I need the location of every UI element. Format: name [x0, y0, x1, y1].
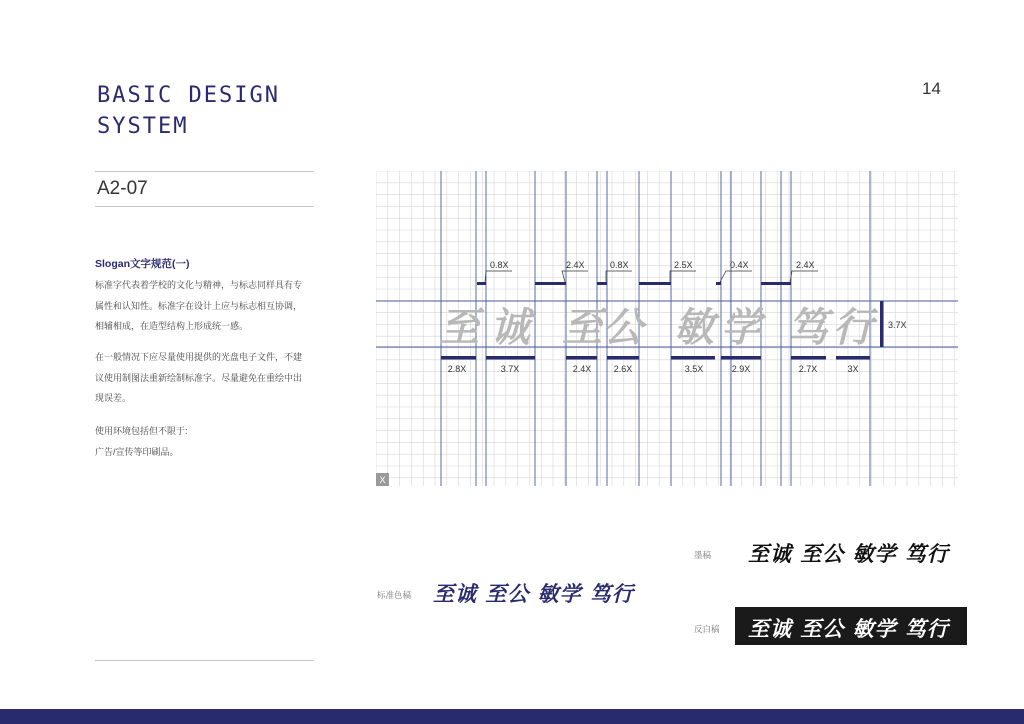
text-line: 在一般情况下应尽量使用提供的光盘电子文件，不建 [95, 352, 303, 362]
slogan-reverse: 至诚 至公 敏学 笃行 [748, 616, 949, 641]
slogan-ink: 至诚 至公 敏学 笃行 [748, 541, 949, 566]
bottom-measure-bar [607, 356, 639, 360]
top-measure-label: 2.4X [566, 260, 585, 270]
slogan-standard-color: 至诚 至公 敏学 笃行 [433, 581, 634, 606]
bottom-measure-label: 3.5X [684, 364, 704, 374]
leader-line [720, 271, 752, 282]
bottom-measure-bar [486, 356, 535, 360]
leader-line [485, 271, 512, 282]
slogan-char: 公 [603, 304, 643, 351]
construction-grid [376, 171, 958, 486]
text-line: 相辅相成，在造型结构上形成统一感。 [95, 321, 249, 331]
description-paragraph-2 [95, 347, 330, 409]
top-measure-bar [597, 282, 607, 285]
text-line: 现误差。 [95, 393, 132, 403]
bottom-measure-label: 2.6X [613, 364, 633, 374]
slogan-char: 诚 [490, 304, 530, 351]
bottom-measure-bar [791, 356, 826, 360]
bottom-measure-label: 2.4X [572, 364, 592, 374]
section-title: Slogan文字规范(一) [95, 258, 190, 270]
bottom-measure-label: 2.8X [447, 364, 467, 374]
reverse-version-label: 反白稿 [694, 624, 720, 634]
unit-label: X [379, 475, 386, 485]
standard-color-label: 标准色稿 [377, 590, 412, 600]
ink-version-label: 墨稿 [694, 550, 712, 560]
divider-top [95, 171, 314, 172]
bottom-measure-label: 2.9X [731, 364, 751, 374]
slogan-char: 敏 [674, 304, 714, 351]
section-code: A2-07 [97, 178, 148, 199]
top-measure-bar [639, 282, 671, 285]
bottom-measure-bar [671, 356, 715, 360]
top-measure-label: 2.4X [796, 260, 815, 270]
top-measure-bar [716, 282, 721, 285]
text-line: 议使用制图法重新绘制标准字。尽量避免在重绘中出 [95, 372, 303, 383]
footer-bar [0, 709, 1024, 724]
height-measure-bar [880, 301, 884, 347]
page-number: 14 [922, 79, 941, 98]
top-measure-bar [477, 282, 486, 285]
bottom-measure-bar [566, 356, 597, 360]
text-line: 使用环境包括但不限于: [95, 426, 188, 436]
text-line: 属性和认知性。标准字在设计上应与标志相互协调， [95, 300, 303, 311]
top-measure-label: 0.8X [490, 260, 509, 270]
slogan-char: 至 [562, 304, 602, 351]
top-measure-label: 0.4X [730, 260, 749, 270]
text-line: 标准字代表着学校的文化与精神，与标志同样具有专 [95, 280, 303, 290]
bottom-measure-label: 3.7X [500, 364, 520, 374]
slogan-char: 笃 [788, 304, 828, 351]
description-paragraph-1 [95, 275, 330, 337]
top-measure-bar [761, 282, 791, 285]
slogan-char: 行 [833, 304, 873, 351]
reverse-panel [735, 607, 967, 645]
bottom-measure-label: 3X [847, 364, 859, 374]
description-paragraph-3 [95, 421, 330, 462]
text-line: 广告/宣传等印刷品。 [95, 446, 179, 457]
leader-line [790, 271, 818, 282]
slogan-char: 学 [721, 304, 761, 351]
bottom-measure-bar [836, 356, 870, 360]
bottom-measure-bar [441, 356, 476, 360]
document-title [97, 80, 280, 142]
slogan-char: 至 [439, 304, 479, 351]
top-measure-label: 2.5X [674, 260, 693, 270]
bottom-measure-bar [721, 356, 761, 360]
divider-bottom [95, 660, 314, 661]
top-measure-bar [535, 282, 566, 285]
bottom-measure-label: 2.7X [798, 364, 818, 374]
height-measure-label: 3.7X [888, 320, 907, 330]
divider-middle [95, 206, 314, 207]
title-line-1: BASIC DESIGN [97, 83, 280, 108]
leader-line [606, 271, 632, 282]
top-measure-label: 0.8X [610, 260, 629, 270]
title-line-2: SYSTEM [97, 114, 189, 139]
